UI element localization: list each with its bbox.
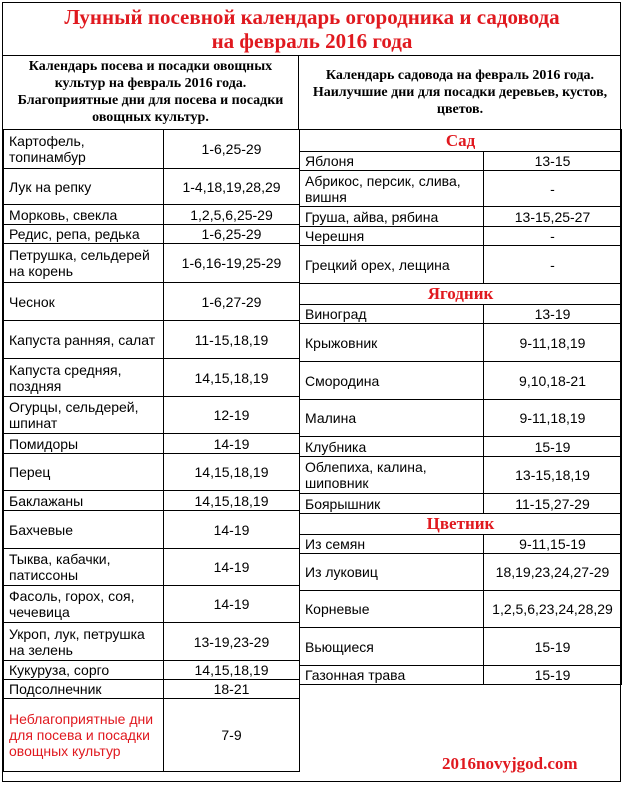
crop-name: Капуста ранняя, салат [4,321,164,359]
sowing-days: 14,15,18,19 [164,359,300,397]
crop-name: Помидоры [4,434,164,454]
sowing-days: 1-6,16-19,25-29 [164,244,300,283]
garden-header: Календарь садовода на февраль 2016 года. Наилучшие дни для посадки деревьев, кустов, цветов. [298,56,621,129]
planting-days: 9-11,15-19 [484,535,622,554]
crop-name: Укроп, лук, петрушка на зелень [4,623,164,661]
planting-days: 1,2,5,6,23,24,28,29 [484,591,622,628]
plant-name: Корневые [300,591,484,628]
crop-name: Тыква, кабачки, патиссоны [4,549,164,586]
planting-days: - [484,227,622,246]
sowing-days: 12-19 [164,397,300,434]
sowing-days: 14,15,18,19 [164,661,300,680]
table-row [300,591,622,628]
table-row [4,205,300,225]
table-row [300,171,622,207]
table-row [300,628,622,666]
crop-name: Фасоль, горох, соя, чечевица [4,586,164,623]
sowing-days: 14,15,18,19 [164,491,300,511]
vegetables-header: Календарь посева и посадки овощных культур на февраль 2016 года. Благоприятные дни для посева и посадки овощных культур. [17,59,284,125]
table-row [300,554,622,591]
table-row [4,130,300,169]
planting-days: - [484,171,622,207]
table-row [300,246,622,284]
section-row [300,284,622,305]
plant-name: Крыжовник [300,324,484,362]
sowing-days: 1-4,18,19,28,29 [164,169,300,205]
plant-name: Грецкий орех, лещина [300,246,484,284]
table-row [4,680,300,699]
site-watermark: 2016novyjgod.com [442,754,578,773]
table-row [4,321,300,359]
plant-name: Абрикос, персик, слива, вишня [300,171,484,207]
table-row [4,397,300,434]
table-row [300,362,622,400]
table-row [4,283,300,321]
page-title [3,3,621,56]
crop-name: Морковь, свекла [4,205,164,225]
section-garden: Сад [300,130,622,152]
plant-name: Клубника [300,437,484,457]
crop-name: Баклажаны [4,491,164,511]
table-row [300,207,622,227]
sowing-days: 1-6,27-29 [164,283,300,321]
crop-name: Петрушка, сельдерей на корень [4,244,164,283]
planting-days: 15-19 [484,628,622,666]
table-row-unfavorable [4,699,300,772]
plant-name: Вьющиеся [300,628,484,666]
crop-name: Капуста средняя, поздняя [4,359,164,397]
table-row [300,305,622,324]
section-berries: Ягодник [300,284,622,305]
plant-name: Малина [300,400,484,437]
section-flowers: Цветник [300,514,622,535]
table-row [300,535,622,554]
table-row [4,434,300,454]
unfavorable-days-label: Неблагоприятные дни для посева и посадки овощных культур [4,699,164,772]
planting-days: 13-19 [484,305,622,324]
plant-name: Виноград [300,305,484,324]
planting-days: 13-15,25-27 [484,207,622,227]
plant-name: Боярышник [300,494,484,514]
title-line-2: на февраль 2016 года [211,29,413,53]
crop-name: Кукуруза, сорго [4,661,164,680]
crop-name: Огурцы, сельдерей, шпинат [4,397,164,434]
crop-name: Бахчевые [4,511,164,549]
table-row [4,623,300,661]
sowing-days: 14,15,18,19 [164,454,300,491]
sowing-days: 1,2,5,6,25-29 [164,205,300,225]
sowing-days: 1-6,25-29 [164,130,300,169]
planting-days: 9-11,18,19 [484,324,622,362]
table-row [4,586,300,623]
plant-name: Смородина [300,362,484,400]
planting-days: 18,19,23,24,27-29 [484,554,622,591]
table-row [300,227,622,246]
sowing-days: 18-21 [164,680,300,699]
unfavorable-days-value: 7-9 [164,699,300,772]
sowing-days: 11-15,18,19 [164,321,300,359]
plant-name: Из луковиц [300,554,484,591]
plant-name: Черешня [300,227,484,246]
table-row [4,244,300,283]
sowing-days: 13-19,23-29 [164,623,300,661]
title-line-1: Лунный посевной календарь огородника и садовода [64,5,560,29]
section-row [300,514,622,535]
crop-name: Перец [4,454,164,491]
planting-days: 11-15,27-29 [484,494,622,514]
sowing-days: 14-19 [164,434,300,454]
planting-days: 13-15 [484,152,622,171]
crop-name: Подсолнечник [4,680,164,699]
sowing-days: 14-19 [164,549,300,586]
sowing-days: 14-19 [164,586,300,623]
table-row [4,549,300,586]
table-row [4,661,300,680]
table-row [300,457,622,494]
table-row [4,169,300,205]
crop-name: Лук на репку [4,169,164,205]
sowing-days: 14-19 [164,511,300,549]
planting-days: 9-11,18,19 [484,400,622,437]
table-row [4,454,300,491]
table-row [300,400,622,437]
garden-table [299,129,622,685]
section-row [300,130,622,152]
planting-days: 9,10,18-21 [484,362,622,400]
crop-name: Картофель, топинамбур [4,130,164,169]
planting-days: 15-19 [484,437,622,457]
plant-name: Яблоня [300,152,484,171]
planting-days: 13-15,18,19 [484,457,622,494]
vegetables-table [3,129,300,772]
plant-name: Газонная трава [300,666,484,685]
table-row [4,359,300,397]
planting-days: 15-19 [484,666,622,685]
table-row [4,511,300,549]
table-row [300,666,622,685]
crop-name: Редис, репа, редька [4,225,164,244]
table-row [4,491,300,511]
table-row [300,152,622,171]
table-row [300,494,622,514]
sowing-days: 1-6,25-29 [164,225,300,244]
plant-name: Облепиха, калина, шиповник [300,457,484,494]
plant-name: Груша, айва, рябина [300,207,484,227]
table-row [300,324,622,362]
crop-name: Чеснок [4,283,164,321]
planting-days: - [484,246,622,284]
table-row [300,437,622,457]
table-row [4,225,300,244]
plant-name: Из семян [300,535,484,554]
